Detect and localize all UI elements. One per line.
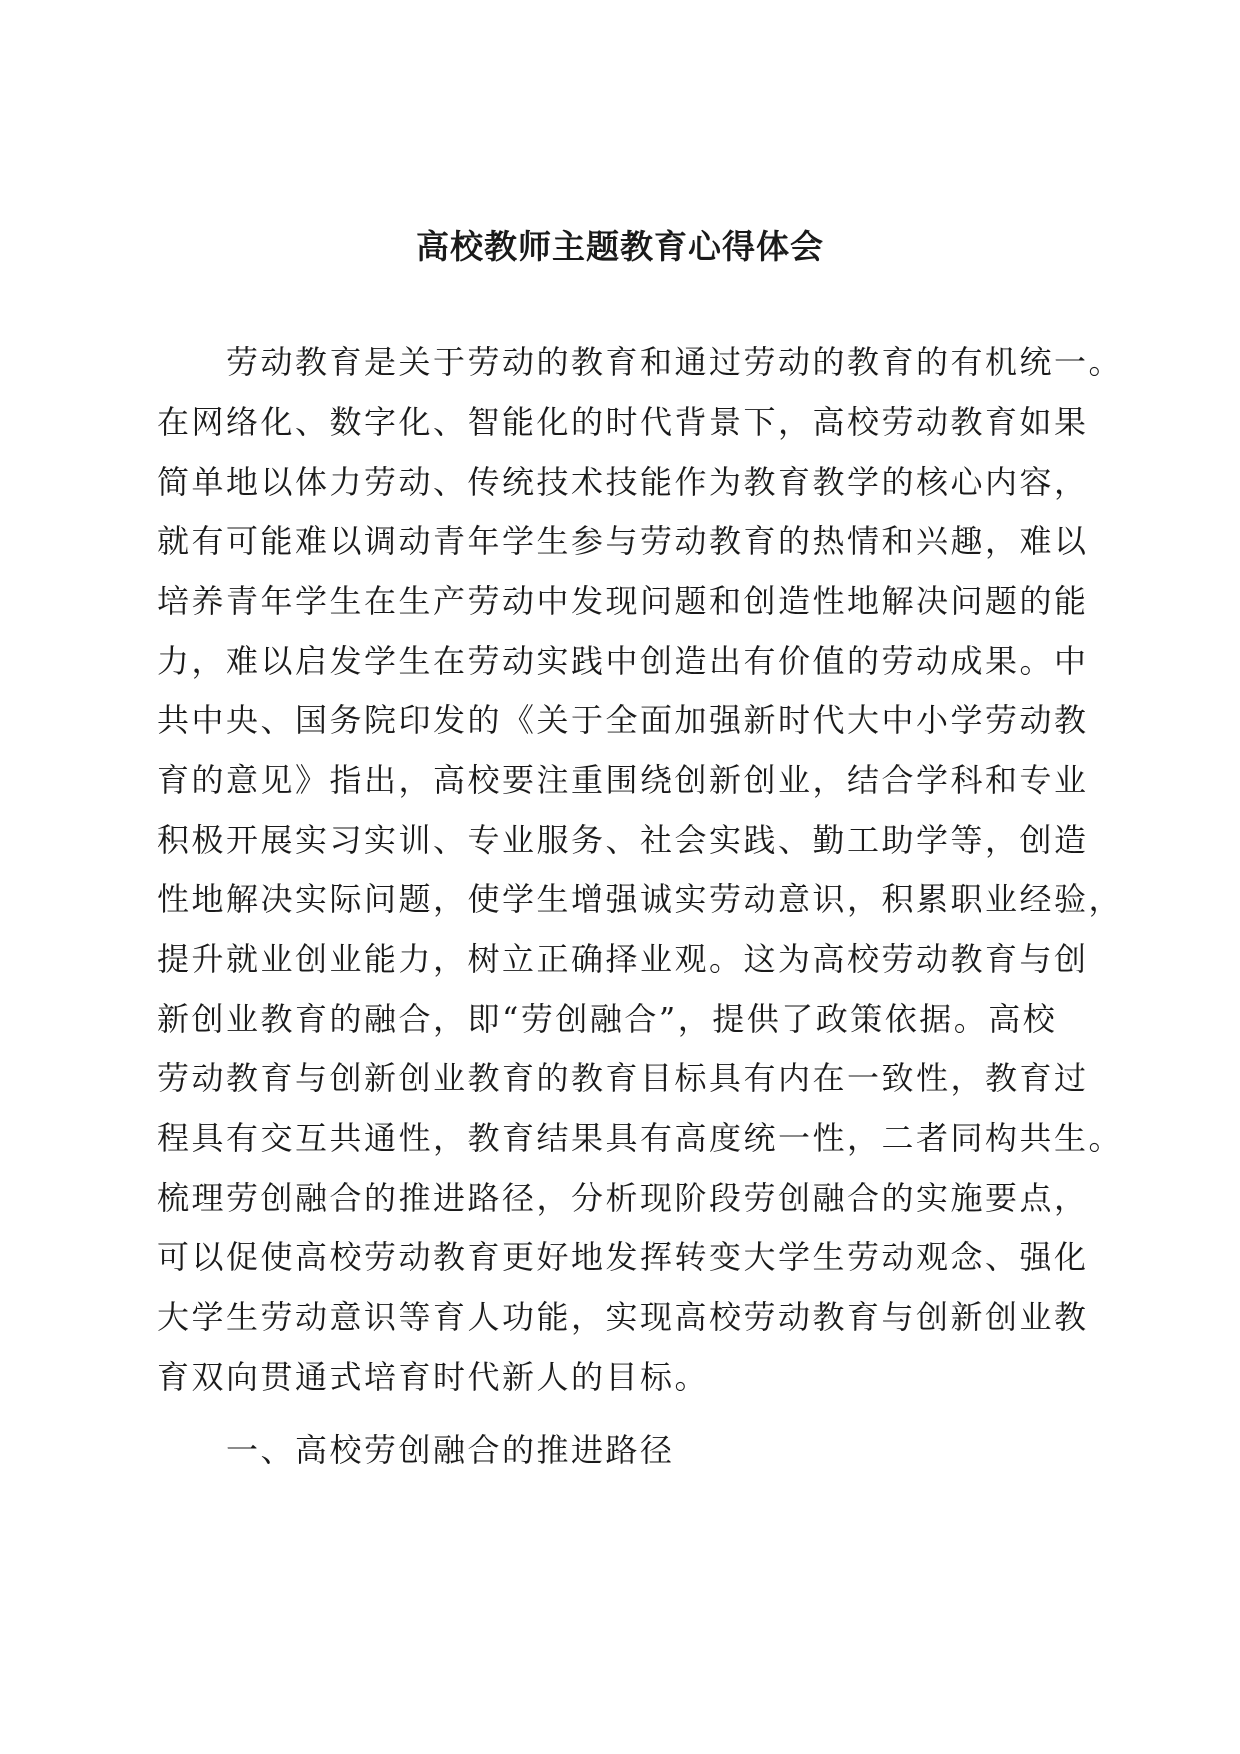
paragraph-line: 程具有交互共通性，教育结果具有高度统一性，二者同构共生。: [157, 1119, 1124, 1157]
paragraph-line: 性地解决实际问题，使学生增强诚实劳动意识，积累职业经验，: [157, 880, 1124, 918]
paragraph-line: 共中央、国务院印发的《关于全面加强新时代大中小学劳动教: [157, 701, 1089, 739]
document-title: 高校教师主题教育心得体会: [416, 227, 824, 266]
paragraph-line: 就有可能难以调动青年学生参与劳动教育的热情和兴趣，难以: [157, 522, 1089, 560]
paragraph-line: 育的意见》指出，高校要注重围绕创新创业，结合学科和专业: [157, 761, 1089, 799]
paragraph-line: 劳动教育与创新创业教育的教育目标具有内在一致性，教育过: [157, 1059, 1089, 1097]
paragraph-line: 可以促使高校劳动教育更好地发挥转变大学生劳动观念、强化: [157, 1238, 1089, 1276]
paragraph-line: 积极开展实习实训、专业服务、社会实践、勤工助学等，创造: [157, 821, 1089, 859]
paragraph-line: 在网络化、数字化、智能化的时代背景下，高校劳动教育如果: [157, 403, 1089, 441]
paragraph-line: 简单地以体力劳动、传统技术技能作为教育教学的核心内容，: [157, 463, 1089, 501]
paragraph-line: 梳理劳创融合的推进路径，分析现阶段劳创融合的实施要点，: [157, 1179, 1089, 1217]
paragraph-line: 育双向贯通式培育时代新人的目标。: [157, 1358, 710, 1396]
paragraph-line: 培养青年学生在生产劳动中发现问题和创造性地解决问题的能: [157, 582, 1089, 620]
paragraph-line: 力，难以启发学生在劳动实践中创造出有价值的劳动成果。中: [157, 642, 1089, 680]
section-heading: 一、高校劳创融合的推进路径: [157, 1431, 675, 1469]
paragraph-line: 劳动教育是关于劳动的教育和通过劳动的教育的有机统一。: [157, 343, 1124, 381]
paragraph-line: 新创业教育的融合，即“劳创融合”，提供了政策依据。高校: [157, 1000, 1058, 1038]
paragraph-line: 提升就业创业能力，树立正确择业观。这为高校劳动教育与创: [157, 940, 1089, 978]
paragraph-line: 大学生劳动意识等育人功能，实现高校劳动教育与创新创业教: [157, 1298, 1089, 1336]
